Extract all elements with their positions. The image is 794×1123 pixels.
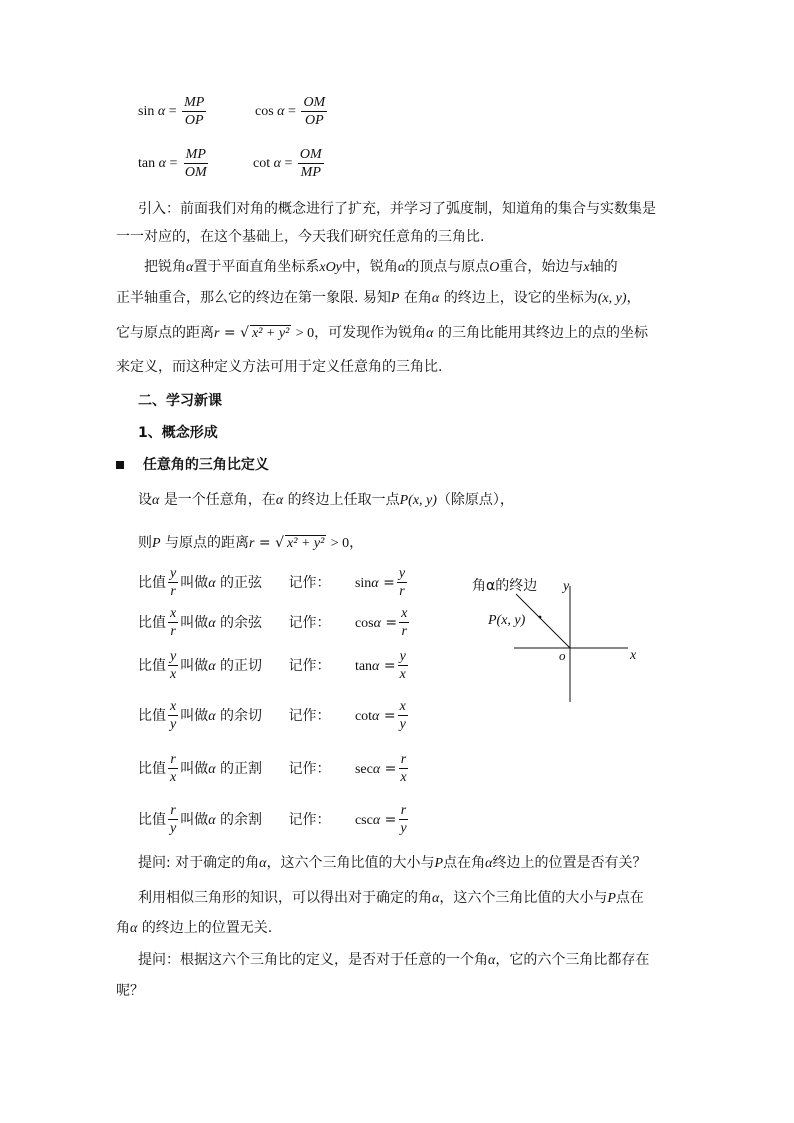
answer-1-line-1: 利用相似三角形的知识，可以得出对于确定的角α，这六个三角比值的大小与P点在 — [138, 890, 644, 906]
para2-line-3: 它与原点的距离r = √ x² + y² > 0，可发现作为锐角α 的三角比能用其终边上的点的坐标 — [116, 325, 648, 341]
point-p — [539, 616, 542, 619]
para2-line-4: 来定义，而这种定义方法可用于定义任意角的三角比. — [116, 359, 443, 375]
heading-new-lesson: 二、学习新课 — [138, 393, 222, 409]
origin-label: o — [559, 648, 566, 663]
formula-cos: cos α = $\frac{OM}{OP}$ — [255, 95, 326, 128]
square-bullet-icon — [116, 461, 124, 469]
ratio-row: 比值 $\frac{y}{r}$ 叫做α 的正弦 记作： sinα = $\frac{y}{r}$ — [138, 566, 406, 599]
ratio-row: 比值 $\frac{x}{r}$ 叫做α 的余弦 记作： cosα = $\frac{x}{r}$ — [138, 606, 408, 639]
answer-1-line-2: 角α 的终边上的位置无关. — [116, 920, 273, 936]
x-axis-label: x — [630, 648, 637, 663]
question-1: 提问: 对于确定的角α，这六个三角比值的大小与P点在角α终边上的位置是否有关？ — [138, 855, 647, 871]
question-2-line-2: 呢？ — [116, 983, 144, 999]
ratio-row: 比值 $\frac{r}{x}$ 叫做α 的正割 记作： secα = $\frac{r}{x}$ — [138, 752, 407, 785]
question-2-line-1: 提问：根据这六个三角比的定义，是否对于任意的一个角α，它的六个三角比都存在 — [138, 952, 650, 968]
heading-concept: 1、概念形成 — [138, 425, 218, 441]
intro-line-2: 一一对应的，在这个基础上，今天我们研究任意角的三角比. — [116, 229, 485, 245]
formula-cot: cot α = $\frac{OM}{MP}$ — [253, 147, 322, 180]
ratio-row: 比值 $\frac{r}{y}$ 叫做α 的余割 记作： cscα = $\frac{r}{y}$ — [138, 803, 407, 836]
bullet-definition-title: 任意角的三角比定义 — [116, 454, 269, 474]
y-axis-label: y — [563, 579, 570, 594]
terminal-side-label: 角α的终边 — [472, 578, 538, 594]
para2-line-1: 把锐角α置于平面直角坐标系xOy中，锐角α的顶点与原点O重合，始边与x轴的 — [144, 259, 618, 275]
point-p-label: P(x, y) — [488, 613, 526, 628]
formula-tan: tan α = $\frac{MP}{OM}$ — [138, 147, 207, 180]
definition-line-2: 则P 与原点的距离r = √ x² + y² > 0， — [138, 535, 364, 551]
coordinate-diagram — [468, 570, 648, 710]
para2-line-2: 正半轴重合，那么它的终边在第一象限. 易知P 在角α 的终边上，设它的坐标为(x, y)， — [116, 290, 641, 306]
ratio-row: 比值 $\frac{y}{x}$ 叫做α 的正切 记作： tanα = $\frac{y}{x}$ — [138, 649, 406, 682]
ratio-row: 比值 $\frac{x}{y}$ 叫做α 的余切 记作： cotα = $\frac{x}{y}$ — [138, 699, 406, 732]
formula-sin: sin α = $\frac{MP}{OP}$ — [138, 95, 205, 128]
definition-line-1: 设α 是一个任意角，在α 的终边上任取一点P(x, y)（除原点）， — [138, 492, 514, 508]
intro-line-1: 引入：前面我们对角的概念进行了扩充，并学习了弧度制，知道角的集合与实数集是 — [138, 201, 656, 217]
